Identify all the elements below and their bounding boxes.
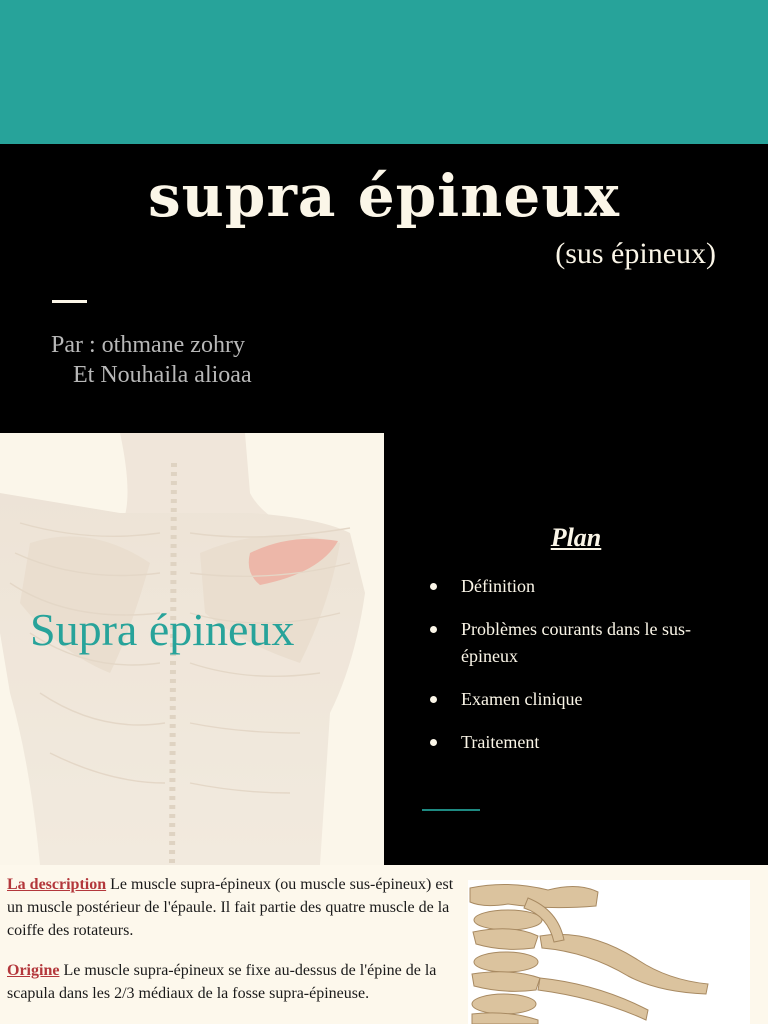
plan-item: [430, 686, 740, 713]
vertebrae-image: [468, 880, 750, 1024]
description-body: Le muscle supra-épineux (ou muscle sus-épineux) est un muscle postérieur de l'épaule. Il fait partie des quatre muscle de la coiffe des rotateurs.: [7, 876, 454, 939]
authors-line-2: Et Nouhaila alioaa: [73, 362, 252, 388]
spine-illustration: [468, 880, 750, 1024]
title-slide: [0, 144, 768, 434]
anatomy-slide: [0, 433, 384, 865]
plan-item: [430, 573, 740, 600]
anatomy-label: Supra épineux: [30, 604, 295, 655]
title-divider: [52, 300, 87, 303]
bullet-icon: [430, 583, 437, 590]
description-heading: La description: [7, 876, 107, 893]
bullet-icon: [430, 696, 437, 703]
origin-body: Le muscle supra-épineux se fixe au-dessus de l'épine de la scapula dans les 2/3 médiaux de la fosse supra-épineuse.: [7, 962, 437, 1002]
slide-subtitle: (sus épineux): [555, 237, 716, 270]
description-slide: [0, 865, 768, 1024]
plan-item-label: Définition: [461, 576, 535, 596]
authors-line-1: Par : othmane zohry: [51, 332, 245, 358]
plan-title: Plan: [550, 523, 602, 552]
plan-item: [430, 729, 740, 756]
slide-title: supra épineux: [147, 162, 620, 230]
plan-item-label: Traitement: [461, 732, 540, 752]
plan-list: [430, 573, 740, 772]
plan-item-label: Examen clinique: [461, 689, 583, 709]
header-teal-band: [0, 0, 768, 144]
plan-divider: [422, 809, 480, 811]
authors: [51, 330, 252, 390]
origin-heading: Origine: [7, 962, 60, 979]
bullet-icon: [430, 739, 437, 746]
origin-paragraph: [7, 959, 455, 1005]
plan-slide: [384, 433, 768, 865]
description-text: [7, 873, 455, 1022]
plan-item-label: Problèmes courants dans le sus-épineux: [461, 619, 691, 666]
bullet-icon: [430, 626, 437, 633]
plan-item: [430, 616, 740, 670]
description-paragraph: [7, 873, 455, 942]
